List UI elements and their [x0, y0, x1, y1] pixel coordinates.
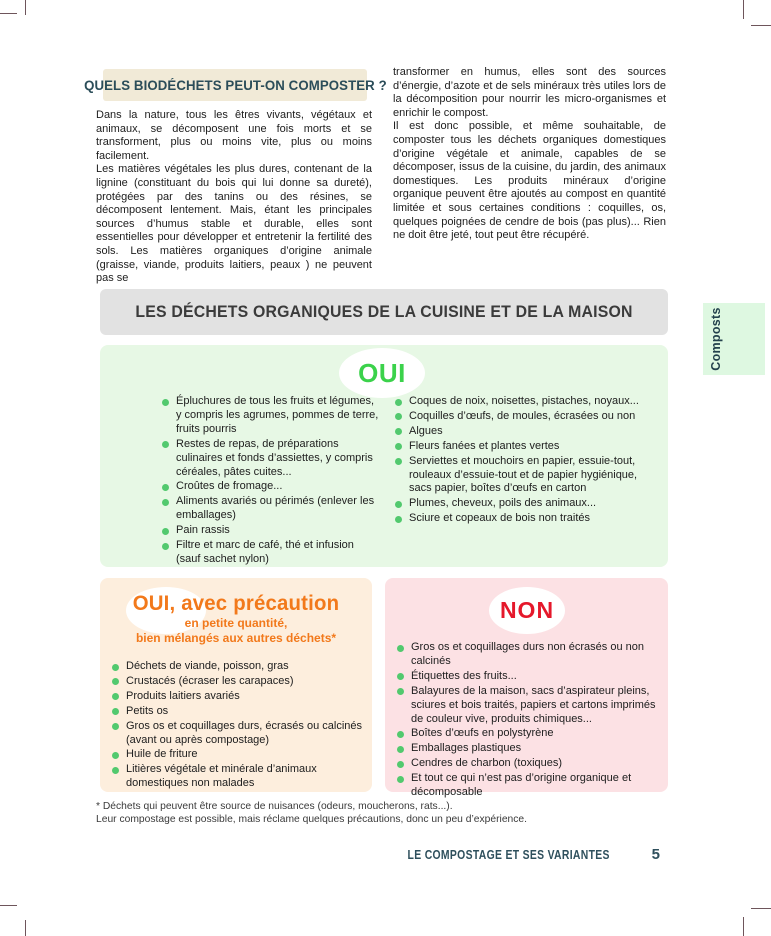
bullet-icon — [395, 458, 402, 465]
bullet-icon — [395, 501, 402, 508]
list-item — [162, 480, 379, 494]
yes-box — [100, 345, 668, 567]
intro-column-right — [393, 66, 666, 243]
yes-list-right — [395, 395, 662, 527]
page-footer — [360, 846, 660, 863]
list-item — [162, 438, 379, 480]
list-item — [397, 742, 660, 756]
bullet-icon — [397, 688, 404, 695]
bullet-icon — [395, 399, 402, 406]
list-item-text: Cendres de charbon (toxiques) — [411, 757, 563, 770]
list-item-text: Coquilles d’œufs, de moules, écrasées ou non — [409, 409, 636, 422]
bullet-icon — [397, 761, 404, 768]
list-item — [395, 395, 662, 409]
footer-chapter-title: LE COMPOSTAGE ET SES VARIANTES — [407, 847, 610, 862]
bullet-icon — [162, 399, 169, 406]
crop-mark — [25, 920, 26, 936]
bullet-icon — [162, 441, 169, 448]
bullet-icon — [397, 645, 404, 652]
list-item — [112, 675, 364, 689]
bullet-icon — [397, 746, 404, 753]
list-item-text: Et tout ce qui n’est pas d’origine organique et décomposable — [411, 772, 632, 799]
footnote — [96, 800, 527, 826]
paragraph: transformer en humus, elles sont des sources d’énergie, d’azote et de sels minéraux très utiles lors de la décomposition pour nourrir les micro-organismes et enrichir le compost. — [393, 66, 666, 119]
bullet-icon — [112, 767, 119, 774]
bullet-icon — [397, 731, 404, 738]
yes-badge — [339, 348, 425, 398]
list-item-text: Restes de repas, de préparations culinaires et fonds d’assiettes, y compris céréales, pâtes cuites... — [176, 437, 373, 478]
list-item-text: Emballages plastiques — [411, 742, 522, 755]
crop-mark — [751, 25, 771, 26]
bullet-icon — [162, 543, 169, 550]
list-item-text: Épluchures de tous les fruits et légumes, y compris les agrumes, pommes de terre, fruits pourris — [176, 395, 379, 435]
yes-badge-label: OUI — [358, 357, 406, 388]
no-badge — [489, 587, 565, 634]
side-tab-label: Composts — [709, 307, 723, 371]
list-item-text: Litières végétale et minérale d’animaux domestiques non malades — [126, 763, 317, 790]
list-item-text: Étiquettes des fruits... — [411, 669, 517, 682]
list-item — [395, 410, 662, 424]
crop-mark — [743, 0, 744, 19]
crop-mark — [751, 908, 771, 909]
crop-mark — [25, 0, 26, 15]
list-item-text: Gros os et coquillages durs non écrasés ou non calcinés — [411, 641, 644, 667]
crop-mark — [0, 905, 17, 906]
bullet-icon — [112, 678, 119, 685]
list-item-text: Algues — [409, 424, 443, 437]
no-box — [385, 578, 668, 799]
caution-subtitle-line1: en petite quantité, — [184, 616, 288, 630]
list-item — [395, 440, 662, 454]
list-item-text: Balayures de la maison, sacs d’aspirateur pleins, sciures et bois traités, papiers et cartons imprimés de couleur vive, produits chimiques... — [411, 684, 656, 725]
list-item-text: Boîtes d’œufs en polystyrène — [411, 727, 554, 740]
list-item — [112, 705, 364, 719]
banner — [100, 289, 668, 335]
list-item — [397, 670, 660, 684]
list-item — [397, 685, 660, 727]
bullet-icon — [162, 484, 169, 491]
bullet-icon — [397, 776, 404, 783]
bullet-icon — [112, 693, 119, 700]
paragraph: Dans la nature, tous les êtres vivants, végétaux et animaux, se décomposent une fois morts et se transforment, plus ou moins vite, plus ou moins facilement. — [96, 109, 372, 162]
footnote-line1: * Déchets qui peuvent être source de nuisances (odeurs, moucherons, rats...). — [96, 801, 453, 812]
caution-subtitle-line2: bien mélangés aux autres déchets* — [135, 631, 337, 645]
section-heading: QUELS BIODÉCHETS PEUT-ON COMPOSTER ? — [83, 77, 387, 93]
list-item — [112, 690, 364, 704]
caution-badge-label: OUI, avec précaution — [132, 592, 340, 615]
bullet-icon — [112, 708, 119, 715]
list-item-text: Filtre et marc de café, thé et infusion (sauf sachet nylon) — [176, 539, 354, 565]
crop-mark — [0, 13, 17, 14]
bullet-icon — [162, 499, 169, 506]
list-item-text: Petits os — [126, 704, 169, 717]
section-heading-box — [83, 69, 387, 101]
caution-heading — [100, 591, 372, 646]
crop-mark — [743, 917, 744, 936]
list-item-text: Gros os et coquillages durs, écrasés ou calcinés (avant ou après compostage) — [126, 719, 363, 746]
bullet-icon — [395, 428, 402, 435]
list-item — [162, 495, 379, 523]
bullet-icon — [112, 664, 119, 671]
paragraph: Les matières végétales les plus dures, contenant de la lignine (constituant du bois qui lui donne sa dureté), protégées par des tanins ou des résines, se décomposent lentement. Mais, étant les principales sources d’humus stable et durable, elles sont essentielles pour développer et entretenir la fertilité des sols. Les matières organiques d’origine animale (graisse, viande, produits laitiers, peaux ) ne peuvent pas se — [96, 163, 372, 285]
bullet-icon — [397, 673, 404, 680]
list-item — [112, 660, 364, 674]
bullet-icon — [395, 443, 402, 450]
intro-column-left — [96, 109, 372, 286]
list-item-text: Sciure et copeaux de bois non traités — [409, 512, 591, 525]
list-item — [112, 720, 364, 748]
list-item — [397, 727, 660, 741]
list-item-text: Produits laitiers avariés — [126, 689, 240, 702]
bullet-icon — [112, 723, 119, 730]
list-item-text: Croûtes de fromage... — [176, 480, 283, 493]
yes-list-left — [162, 395, 379, 568]
no-badge-label: NON — [499, 597, 555, 623]
list-item — [395, 455, 662, 497]
caution-list — [112, 660, 364, 792]
list-item — [112, 748, 364, 762]
list-item — [397, 772, 660, 800]
bullet-icon — [395, 516, 402, 523]
banner-title: LES DÉCHETS ORGANIQUES DE LA CUISINE ET DE LA MAISON — [135, 302, 633, 321]
list-item-text: Aliments avariés ou périmés (enlever les emballages) — [176, 495, 375, 522]
bullet-icon — [395, 413, 402, 420]
list-item-text: Serviettes et mouchoirs en papier, essuie-tout, rouleaux d’essuie-tout et de papier hygiénique, sacs papier, boîtes d’œufs en carton — [409, 454, 638, 495]
list-item-text: Plumes, cheveux, poils des animaux... — [409, 497, 597, 510]
list-item — [397, 757, 660, 771]
list-item — [162, 524, 379, 538]
list-item-text: Huile de friture — [126, 748, 198, 761]
list-item-text: Fleurs fanées et plantes vertes — [409, 439, 560, 452]
list-item — [162, 539, 379, 567]
list-item — [162, 395, 379, 437]
paragraph: Il est donc possible, et même souhaitable, de composter tous les déchets organiques domestiques d’origine végétale et animale, capables de se décomposer, issus de la cuisine, du jardin, des animaux domestiques. Les produits minéraux d’origine organique peuvent être ajoutés au compost en quantité limitée et sous certaines conditions : coquilles, os, quelques poignées de cendre de bois (pas plus)... Rien ne doit être jeté, tout peut être récupéré. — [393, 120, 666, 242]
list-item-text: Déchets de viande, poisson, gras — [126, 660, 289, 672]
list-item-text: Coques de noix, noisettes, pistaches, noyaux... — [409, 395, 639, 407]
no-list — [397, 641, 660, 801]
bullet-icon — [162, 528, 169, 535]
list-item — [395, 497, 662, 511]
list-item — [395, 425, 662, 439]
list-item — [397, 641, 660, 669]
list-item-text: Pain rassis — [176, 524, 230, 537]
list-item-text: Crustacés (écraser les carapaces) — [126, 674, 294, 687]
caution-box — [100, 578, 372, 792]
list-item — [395, 512, 662, 526]
list-item — [112, 763, 364, 791]
footer-page-number: 5 — [651, 846, 660, 863]
bullet-icon — [112, 752, 119, 759]
side-tab-composts — [703, 303, 765, 375]
footnote-line2: Leur compostage est possible, mais réclame quelques précautions, donc un peu d’expérience. — [96, 814, 528, 825]
